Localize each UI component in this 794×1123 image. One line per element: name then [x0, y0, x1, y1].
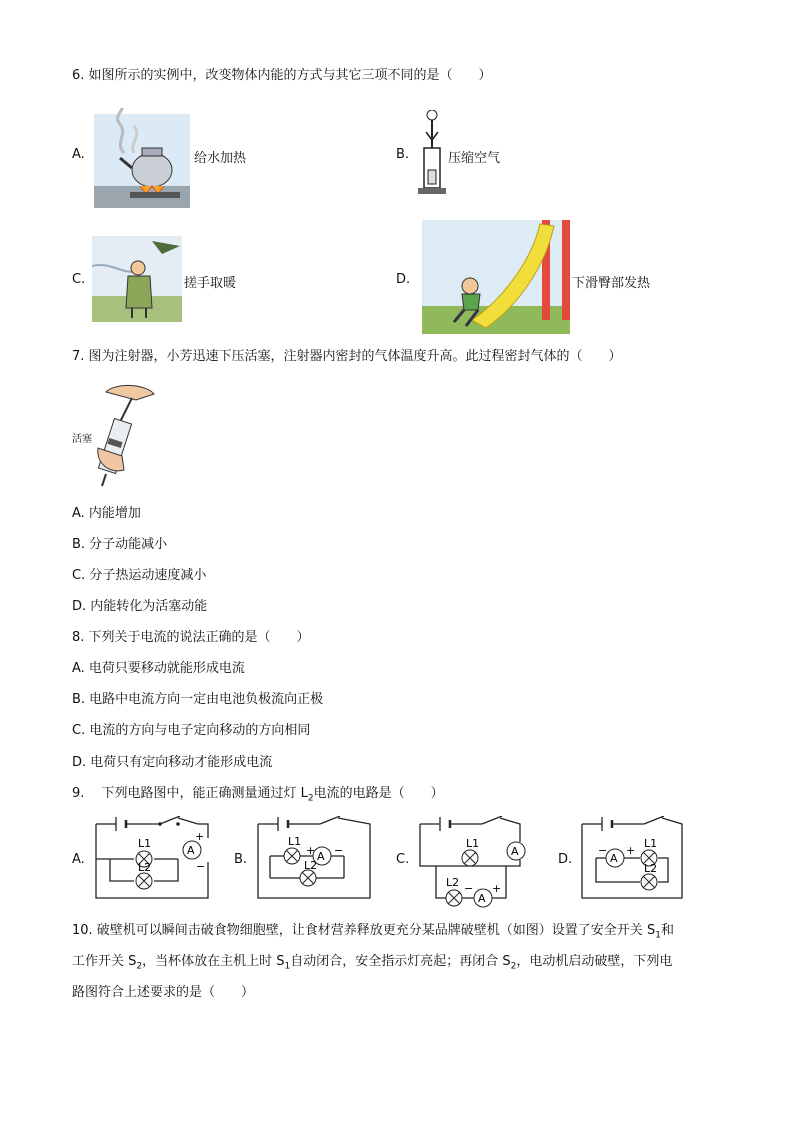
q6-option-a-caption: 给水加热 — [194, 151, 247, 166]
lamp-l2-label: L2 — [138, 861, 152, 874]
svg-text:L2: L2 — [644, 862, 658, 875]
q6-stem: 6. 如图所示的实例中，改变物体内能的方式与其它三项不同的是（ ） — [72, 68, 492, 83]
circuit-b — [254, 816, 374, 908]
kettle-heating-image — [94, 108, 190, 208]
svg-text:A: A — [478, 892, 486, 905]
svg-text:+: + — [306, 844, 316, 857]
q8-option-c: C. 电流的方向与电子定向移动的方向相同 — [72, 723, 311, 738]
q8-option-d: D. 电荷只有定向移动才能形成电流 — [72, 755, 273, 770]
svg-text:−: − — [334, 844, 344, 857]
q7-option-b: B. 分子动能减小 — [72, 537, 168, 552]
circuit-a — [92, 816, 212, 908]
q6-option-a-letter: A. — [72, 147, 85, 162]
syringe-image — [96, 378, 158, 490]
q10-line3: 路图符合上述要求的是（ ） — [72, 985, 255, 1000]
q8-stem: 8. 下列关于电流的说法正确的是（ ） — [72, 630, 310, 645]
q6-option-c-caption: 搓手取暖 — [184, 276, 237, 291]
svg-text:+: + — [492, 882, 502, 895]
q6-option-c-letter: C. — [72, 272, 86, 287]
q7-option-d: D. 内能转化为活塞动能 — [72, 599, 208, 614]
slide-image — [422, 220, 570, 334]
svg-text:A: A — [317, 850, 325, 863]
svg-text:−: − — [196, 860, 206, 873]
circuit-d — [578, 816, 692, 908]
svg-text:L2: L2 — [304, 859, 318, 872]
circuit-c — [416, 816, 536, 908]
q10-line1: 10. 破壁机可以瞬间击破食物细胞壁，让食材营养释放更充分某品牌破壁机（如图）设置了安全开关 $S_1$和 — [72, 923, 674, 941]
svg-text:−: − — [464, 882, 474, 895]
q7-option-c: C. 分子热运动速度减小 — [72, 568, 207, 583]
q7-stem: 7. 图为注射器，小芳迅速下压活塞，注射器内密封的气体温度升高。此过程密封气体的（ ） — [72, 349, 622, 364]
svg-text:−: − — [598, 844, 608, 857]
svg-text:+: + — [626, 844, 636, 857]
q9-option-c-letter: C. — [396, 852, 410, 867]
svg-text:A: A — [187, 844, 195, 857]
q9-stem: 9. 下列电路图中，能正确测量通过灯 $L_2$电流的电路是（ ） — [72, 786, 444, 804]
q7-option-a: A. 内能增加 — [72, 506, 141, 521]
svg-text:L1: L1 — [466, 837, 480, 850]
svg-text:L1: L1 — [644, 837, 658, 850]
q9-option-d-letter: D. — [558, 852, 573, 867]
q6-option-b-caption: 压缩空气 — [448, 151, 501, 166]
q7-piston-label: 活塞 — [72, 434, 92, 445]
rubbing-hands-image — [92, 236, 182, 322]
q9-option-a-letter: A. — [72, 852, 85, 867]
q8-option-a: A. 电荷只要移动就能形成电流 — [72, 661, 245, 676]
svg-text:A: A — [610, 852, 618, 865]
svg-text:L2: L2 — [446, 876, 460, 889]
q10-line2: 工作开关 $S_2$，当杯体放在主机上时 $S_1$自动闭合，安全指示灯亮起；再闭合 $S_2$，电动机启动破壁，下列电 — [72, 954, 673, 972]
lamp-l2-icon — [136, 873, 152, 889]
svg-text:A: A — [511, 845, 519, 858]
svg-text:L1: L1 — [288, 835, 302, 848]
q6-option-d-caption: 下滑臀部发热 — [572, 276, 651, 291]
svg-text:+: + — [195, 830, 205, 843]
q8-option-b: B. 电路中电流方向一定由电池负极流向正极 — [72, 692, 324, 707]
q6-option-d-letter: D. — [396, 272, 411, 287]
q9-option-b-letter: B. — [234, 852, 248, 867]
q6-option-b-letter: B. — [396, 147, 410, 162]
ammeter-icon — [183, 841, 201, 859]
lamp-l1-label: L1 — [138, 837, 152, 850]
